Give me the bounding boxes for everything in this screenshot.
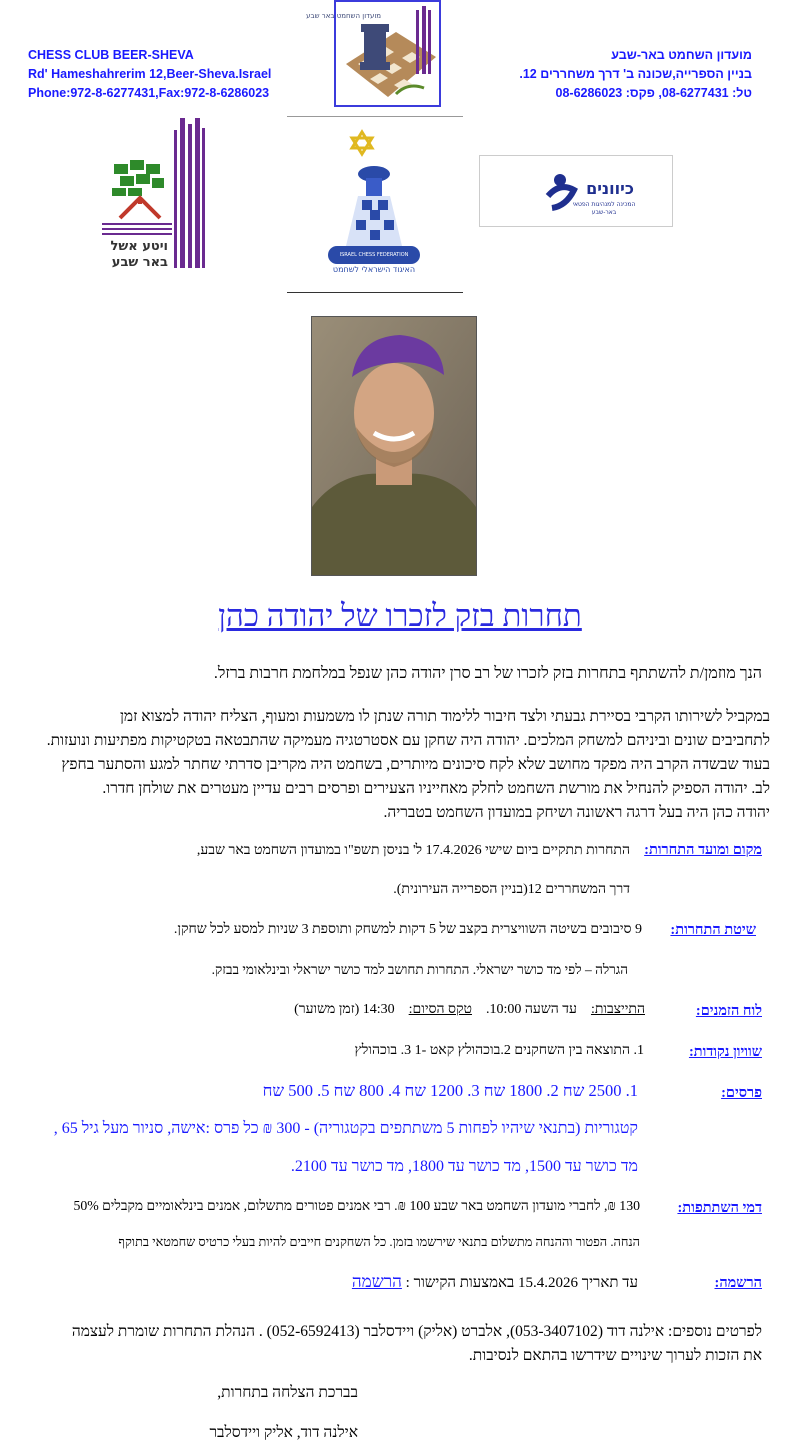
fee-line1: 130 ₪, לחברי מועדון השחמט באר שבע 100 ₪. רבי אמנים פטורים מתשלום, אמנים בינלאומיים מקבלים 50% xyxy=(73,1198,640,1213)
prizes-line2: קטגוריות (בתנאי שיהיו לפחות 5 משתתפים בקטגוריה) - 300 ₪ כל פרס :אישה, סניור מעל גיל 65 , xyxy=(53,1120,638,1137)
details-line1: לפרטים נוספים: אילנה דוד (053-3407102), אלברט (אליק) ויידסלבר (052-6592413) . הנהלת התחרות שומרת לעצמה xyxy=(71,1323,762,1340)
details-paragraph xyxy=(22,1320,762,1368)
eshel-logo xyxy=(100,118,220,273)
tiebreak-text: 1. התוצאה בין השחקנים 2.בוכהולץ קאט -1 3. בוכהולץ xyxy=(354,1043,644,1058)
club-phone-en: Phone:972-8-6277431,Fax:972-8-6286023 xyxy=(28,86,270,100)
fee-line2: הנחה. הפטור וההנחה מתשלום בתנאי שירשמו בזמן. כל השחקנים חייבים להיות בעלי כרטיס שחמטאי בתוקף xyxy=(118,1235,640,1249)
memorial-photo xyxy=(311,316,477,576)
svg-text:כיוונים: כיוונים xyxy=(586,179,634,198)
svg-text:מועדון השחמט באר שבע: מועדון השחמט באר שבע xyxy=(306,12,381,20)
club-address-he: בניין הספרייה,שכונה ב' דרך משחררים 12. xyxy=(519,67,752,81)
divider-top xyxy=(287,116,463,117)
signature: אילנה דוד, אליק ויידסלבר xyxy=(209,1424,358,1441)
club-name-he: מועדון השחמט באר-שבע xyxy=(611,48,752,62)
greeting: בברכת הצלחה בתחרות, xyxy=(217,1384,358,1401)
venue-line2: דרך המשחררים 12(בניין הספרייה העירונית). xyxy=(393,882,630,897)
svg-text:ISRAEL CHESS FEDERATION: ISRAEL CHESS FEDERATION xyxy=(339,252,409,258)
federation-logo xyxy=(318,128,430,276)
venue-line1: התחרות תתקיים ביום שישי 17.4.2026 ל' בניסן תשפ"ו במועדון השחמט באר שבע, xyxy=(196,843,630,858)
header-hebrew xyxy=(519,46,752,103)
svg-text:המכינה למנהיגות הפטאי: המכינה למנהיגות הפטאי xyxy=(572,201,636,208)
fee-label: דמי השתתפות: xyxy=(677,1200,762,1216)
venue-label: מקום ומועד התחרות: xyxy=(644,842,762,858)
details-line2: את הזכות לערוך שינויים שידרשו בהתאם לנסיבות. xyxy=(468,1347,762,1364)
bio-line: לתחביבים שונים וביניהם למשחק המלכים. יהודה היה שחקן עם אסטרטגיה מעמיקה שהתבטאה בטקטיקות מפתיעות ונועזות. xyxy=(46,732,770,749)
schedule-label: לוח הזמנים: xyxy=(695,1003,762,1019)
club-logo xyxy=(306,0,441,107)
checkin-time: עד השעה 10:00. xyxy=(485,1002,577,1017)
registration-text: עד תאריך 15.4.2026 באמצעות הקישור : xyxy=(405,1275,638,1291)
prizes-line1: 1. 2500 שח 2. 1800 שח 3. 1200 שח 4. 800 שח 5. 500 שח xyxy=(262,1081,638,1100)
prizes-line3: מד כושר עד 1500, מד כושר עד 1800, מד כושר עד 2100. xyxy=(290,1158,638,1175)
bio-paragraph xyxy=(20,705,770,825)
header-english xyxy=(28,46,271,103)
registration-link[interactable]: הרשמה xyxy=(351,1272,402,1291)
method-label: שיטת התחרות: xyxy=(670,922,756,938)
registration-row xyxy=(138,1272,638,1292)
page-title: תחרות בזק לזכרו של יהודה כהן xyxy=(218,598,582,633)
svg-text:האיגוד הישראלי לשחמט: האיגוד הישראלי לשחמט xyxy=(332,265,416,274)
closing-time: 14:30 (זמן משוער) xyxy=(294,1002,395,1017)
bio-line: בעוד שבשדה הקרב היה מפקד מחושב שלא לקח סיכונים מיותרים, בשחמט היה מקריבן סדרתי שחתר למגע והסתער בחפץ xyxy=(61,756,770,773)
checkin-label: התייצבות: xyxy=(590,1002,645,1017)
registration-label: הרשמה: xyxy=(714,1275,762,1291)
kivunim-logo xyxy=(479,155,673,227)
club-address-en: Rd' Hameshahrerim 12,Beer-Sheva.Israel xyxy=(28,67,272,81)
bio-line: במקביל לשירותו הקרבי בסיירת גבעתי ולצד חיבור ללימוד תורה שנתן לו משמעות ומעוף, הצליח יהודה למצוא זמן xyxy=(119,708,770,725)
bio-line: לב. יהודה הספיק להנחיל את מורשת השחמט לחלק מאחייניו הצעירים ופרסים רבים עדיין מעטרים את שולחן חדרו. xyxy=(102,780,770,797)
svg-text:באר שבע: באר שבע xyxy=(111,255,168,270)
closing-label: טקס הסיום: xyxy=(408,1002,472,1017)
divider-mid xyxy=(287,292,463,293)
club-name-en: CHESS CLUB BEER-SHEVA xyxy=(28,48,194,62)
intro-text: הנך מוזמן/ת להשתתף בתחרות בזק לזכרו של רב סרן יהודה כהן שנפל במלחמת חרבות ברזל. xyxy=(213,665,762,682)
prizes-label: פרסים: xyxy=(721,1085,762,1101)
method-line2: הגרלה – לפי מד כושר ישראלי. התחרות תחושב למד כושר ישראלי ובינלאומי בבזק. xyxy=(211,962,628,977)
svg-text:באר-שבע: באר-שבע xyxy=(591,209,617,216)
tiebreak-label: שוויון נקודות: xyxy=(688,1044,762,1060)
schedule-row xyxy=(245,1002,645,1018)
club-phone-he: טל: 08-6277431, פקס: 08-6286023 xyxy=(555,86,752,100)
bio-line: יהודה כהן היה בעל דרגה ראשונה ושיחק במועדון השחמט בטבריה. xyxy=(383,804,770,821)
method-line1: 9 סיבובים בשיטה השוויצרית בקצב של 5 דקות למשחק ותוספת 3 שניות למסע לכל שחקן. xyxy=(173,922,642,937)
svg-text:ויטע אשל: ויטע אשל xyxy=(110,239,168,254)
